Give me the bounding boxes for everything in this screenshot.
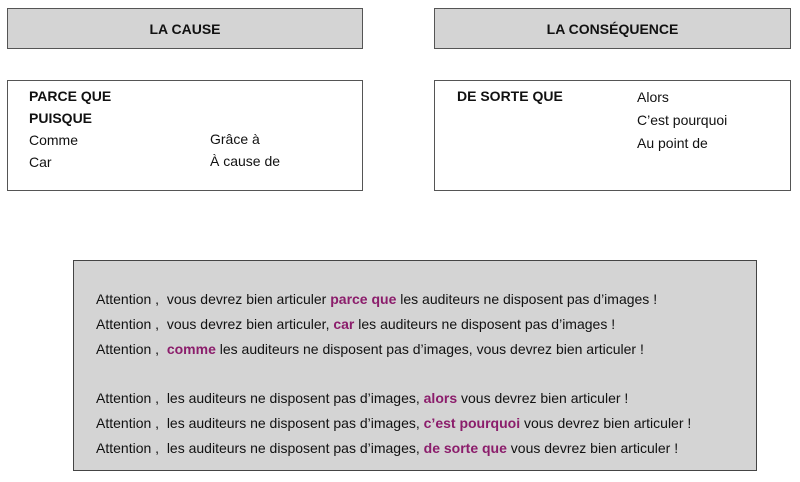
example-text: Attention , les auditeurs ne disposent pas d’images,	[96, 415, 424, 431]
example-keyword: c’est pourquoi	[423, 415, 521, 431]
example-text: Attention , les auditeurs ne disposent pas d’images,	[96, 440, 424, 456]
consequence-item: Au point de	[637, 135, 708, 151]
consequence-title: LA CONSÉQUENCE	[546, 20, 679, 37]
example-line	[96, 291, 657, 307]
consequence-item: C’est pourquoi	[637, 112, 728, 128]
example-line	[96, 341, 644, 357]
cause-title: LA CAUSE	[149, 20, 221, 37]
example-keyword: car	[333, 316, 355, 332]
example-text: Attention , vous devrez bien articuler,	[96, 316, 334, 332]
example-line	[96, 415, 691, 431]
consequence-item: Alors	[637, 89, 669, 105]
example-line	[96, 390, 628, 406]
consequence-header	[434, 8, 791, 49]
cause-item: Car	[29, 154, 52, 170]
example-text: Attention , vous devrez bien articuler	[96, 291, 331, 307]
example-text: Attention ,	[96, 341, 167, 357]
example-text: vous devrez bien articuler !	[520, 415, 692, 431]
cause-bold-item: PARCE QUE	[29, 88, 112, 104]
cause-item: Comme	[29, 132, 79, 148]
cause-item: À cause de	[210, 153, 281, 169]
example-text: Attention , les auditeurs ne disposent pas d’images,	[96, 390, 424, 406]
cause-item: Grâce à	[210, 131, 260, 147]
cause-box	[7, 80, 363, 191]
example-keyword: comme	[166, 341, 216, 357]
example-text: vous devrez bien articuler !	[506, 440, 679, 456]
example-keyword: de sorte que	[423, 440, 507, 456]
example-text: vous devrez bien articuler !	[457, 390, 629, 406]
example-text: les auditeurs ne disposent pas d’images !	[396, 291, 658, 307]
cause-header	[7, 8, 363, 49]
example-text: les auditeurs ne disposent pas d’images !	[354, 316, 616, 332]
example-keyword: parce que	[330, 291, 397, 307]
example-line	[96, 440, 678, 456]
consequence-box	[434, 80, 791, 191]
consequence-bold-item: DE SORTE QUE	[457, 88, 563, 104]
example-line	[96, 316, 615, 332]
example-text: les auditeurs ne disposent pas d’images, vous devrez bien articuler !	[215, 341, 644, 357]
cause-bold-item: PUISQUE	[29, 110, 93, 126]
example-keyword: alors	[423, 390, 458, 406]
examples-box	[73, 260, 757, 471]
